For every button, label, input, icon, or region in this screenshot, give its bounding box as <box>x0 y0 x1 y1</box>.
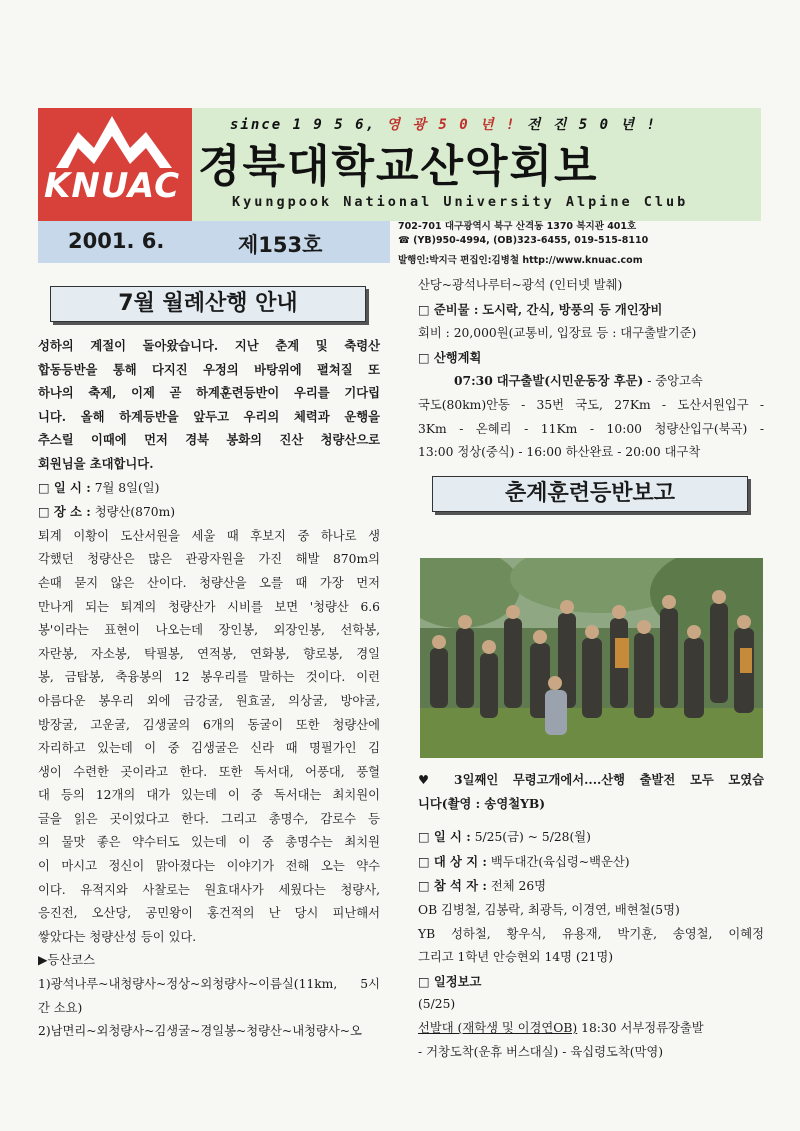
right-column-bottom <box>418 768 764 1064</box>
group-photo-image <box>420 558 763 758</box>
issue-number: 제153호 <box>238 233 323 257</box>
plan-line-3: 3Km - 온혜리 - 11Km - 10:00 청량산입구(북곡) - <box>418 421 764 436</box>
yb-members: YB 성하철, 황우식, 유용재, 박기훈, 송영철, 이혜정 <box>418 926 764 941</box>
preparation: □ 준비물 : 도시락, 간식, 방풍의 등 개인장비 <box>418 301 663 317</box>
address: 702-701 대구광역시 북구 산격동 1370 복지관 401호 <box>398 221 637 232</box>
report-participants: □ 참 석 자 : 전체 26명 <box>418 878 547 894</box>
ob-members: OB 김병철, 김봉락, 최광득, 이경연, 배현철(5명) <box>418 902 680 917</box>
course-2: 2)남면리~외청량사~김생굴~경일봉~청량산~내청량사~오 <box>38 1024 362 1039</box>
schedule-line-2: - 거창도착(운휴 버스대실) - 육십령도착(막영) <box>418 1044 664 1059</box>
spring-report-heading: 춘계훈련등반보고 <box>432 476 748 512</box>
issue-band <box>38 221 390 263</box>
report-label: □ 일정보고 <box>418 973 482 989</box>
report-date: □ 일 시 : 5/25(금) ~ 5/28(월) <box>418 829 591 845</box>
group-photo <box>420 558 763 758</box>
mountain-description: 퇴계 이황이 도산서원을 세울 때 후보지 중 하나로 생 각했던 청량산은 많은 관광자원을 가진 해발 870m의 손때 묻지 않은 산이다. 청량산을 오를 때 가장 먼저 만나게 되는 퇴계의 청량산가 시비를 보면 '청량산 6.6 봉'이라는 표현이 나오는데 장인봉, 외장인봉, 선학봉, 자란봉, 자소봉, 탁필봉, 연적봉, 연화봉, 향로봉, 경일 봉, 금탑봉, 축융봉의 12 봉우리를 말하는 것이다. 이런 아름다운 봉우리 외에 금강굴, 원효굴, 의상굴, 방야굴, 방장굴, 고운굴, 김생굴의 6개의 동굴이 또한 청량산에 자리하고 있는데 이 중 김생굴은 신라 때 명필가인 김 생이 수련한 곳이라고 한다. 또한 독서대, 어풍대, 풍혈 대 등의 12개의 대가 있는데 이 중 독서대는 최치원이 글을 읽은 곳이었다고 한다. 그리고 총명수, 감로수 등 의 물맛 좋은 약수터도 있는데 이 중 총명수는 최치원 이 마시고 정신이 맑아졌다는 이야기가 전해 오는 약수 이다. 유적지와 사찰로는 원효대사가 세웠다는 청량사, 응진전, 오산당, 공민왕이 홍건적의 난 당시 피난해서 쌓았다는 청량산성 등이 있다. <box>38 528 380 944</box>
course-2-cont: 산당~광석나루터~광석 (인터넷 발췌) <box>418 278 623 292</box>
plan-label: □ 산행계획 <box>418 349 482 365</box>
left-column <box>38 334 380 1044</box>
plan-line-4: 13:00 정상(중식) - 16:00 하산완료 - 20:00 대구착 <box>418 445 701 460</box>
club-logo <box>38 108 192 221</box>
july-trip-heading: 7월 월례산행 안내 <box>50 286 366 322</box>
yb-members-cont: 그리고 1학년 안승현외 14명 (21명) <box>418 950 614 965</box>
trip-date: □ 일 시 : 7월 8일(일) <box>38 479 160 495</box>
phone: ☎ (YB)950-4994, (OB)323-6455, 019-515-8110 <box>398 235 649 246</box>
course-1: 1)광석나루~내청량사~정상~외청량사~이름실(11km, 5시 <box>38 977 380 992</box>
since-line: since 1 9 5 6, 영 광 5 0 년 ! 전 진 5 0 년 ! <box>230 117 657 133</box>
publisher: 발행인:박지극 편집인:김병철 http://www.knuac.com <box>398 255 643 266</box>
photo-caption-1: ♥ 3일째인 무령고개에서....산행 출발전 모두 모였습 <box>418 772 764 787</box>
photo-caption-2: 니다(촬영 : 송영철YB) <box>418 795 546 811</box>
report-target: □ 대 상 지 : 백두대간(육십령~백운산) <box>418 853 630 869</box>
plan-line-2: 국도(80km)안동 - 35번 국도, 27Km - 도산서원입구 - <box>418 397 764 412</box>
schedule-line-1: 선발대 (재학생 및 이경연OB) 18:30 서부정류장출발 <box>418 1020 704 1035</box>
right-column-top <box>418 274 764 465</box>
plan-line-1: 07:30 대구출발(시민운동장 후문) - 중앙고속 <box>454 373 703 389</box>
logo-text: KNUAC <box>44 166 181 206</box>
course-label: ▶등산코스 <box>38 953 95 968</box>
day-1: (5/25) <box>418 997 456 1012</box>
masthead <box>38 108 761 266</box>
english-name: Kyungpook National University Alpine Club <box>232 194 689 210</box>
newsletter-title: 경북대학교산악회보 <box>198 141 599 192</box>
title-band <box>192 108 761 221</box>
trip-place: □ 장 소 : 청량산(870m) <box>38 504 176 520</box>
fee: 회비 : 20,000원(교통비, 입장료 등 : 대구출발기준) <box>418 326 697 341</box>
course-1-cont: 간 소요) <box>38 1000 83 1015</box>
intro-paragraph: 성하의 계절이 돌아왔습니다. 지난 춘계 및 축령산 합동등반을 통해 다지진 우정의 바탕위에 펼쳐질 또 하나의 축제, 이제 곧 하계훈련등반이 우리를 기다립 니다. 올해 하계등반을 앞두고 우리의 체력과 운행을 추스릴 이때에 먼저 경북 봉화의 진산 청량산으로 회원님을 초대합니다. <box>38 338 380 471</box>
issue-date: 2001. 6. <box>68 229 165 253</box>
